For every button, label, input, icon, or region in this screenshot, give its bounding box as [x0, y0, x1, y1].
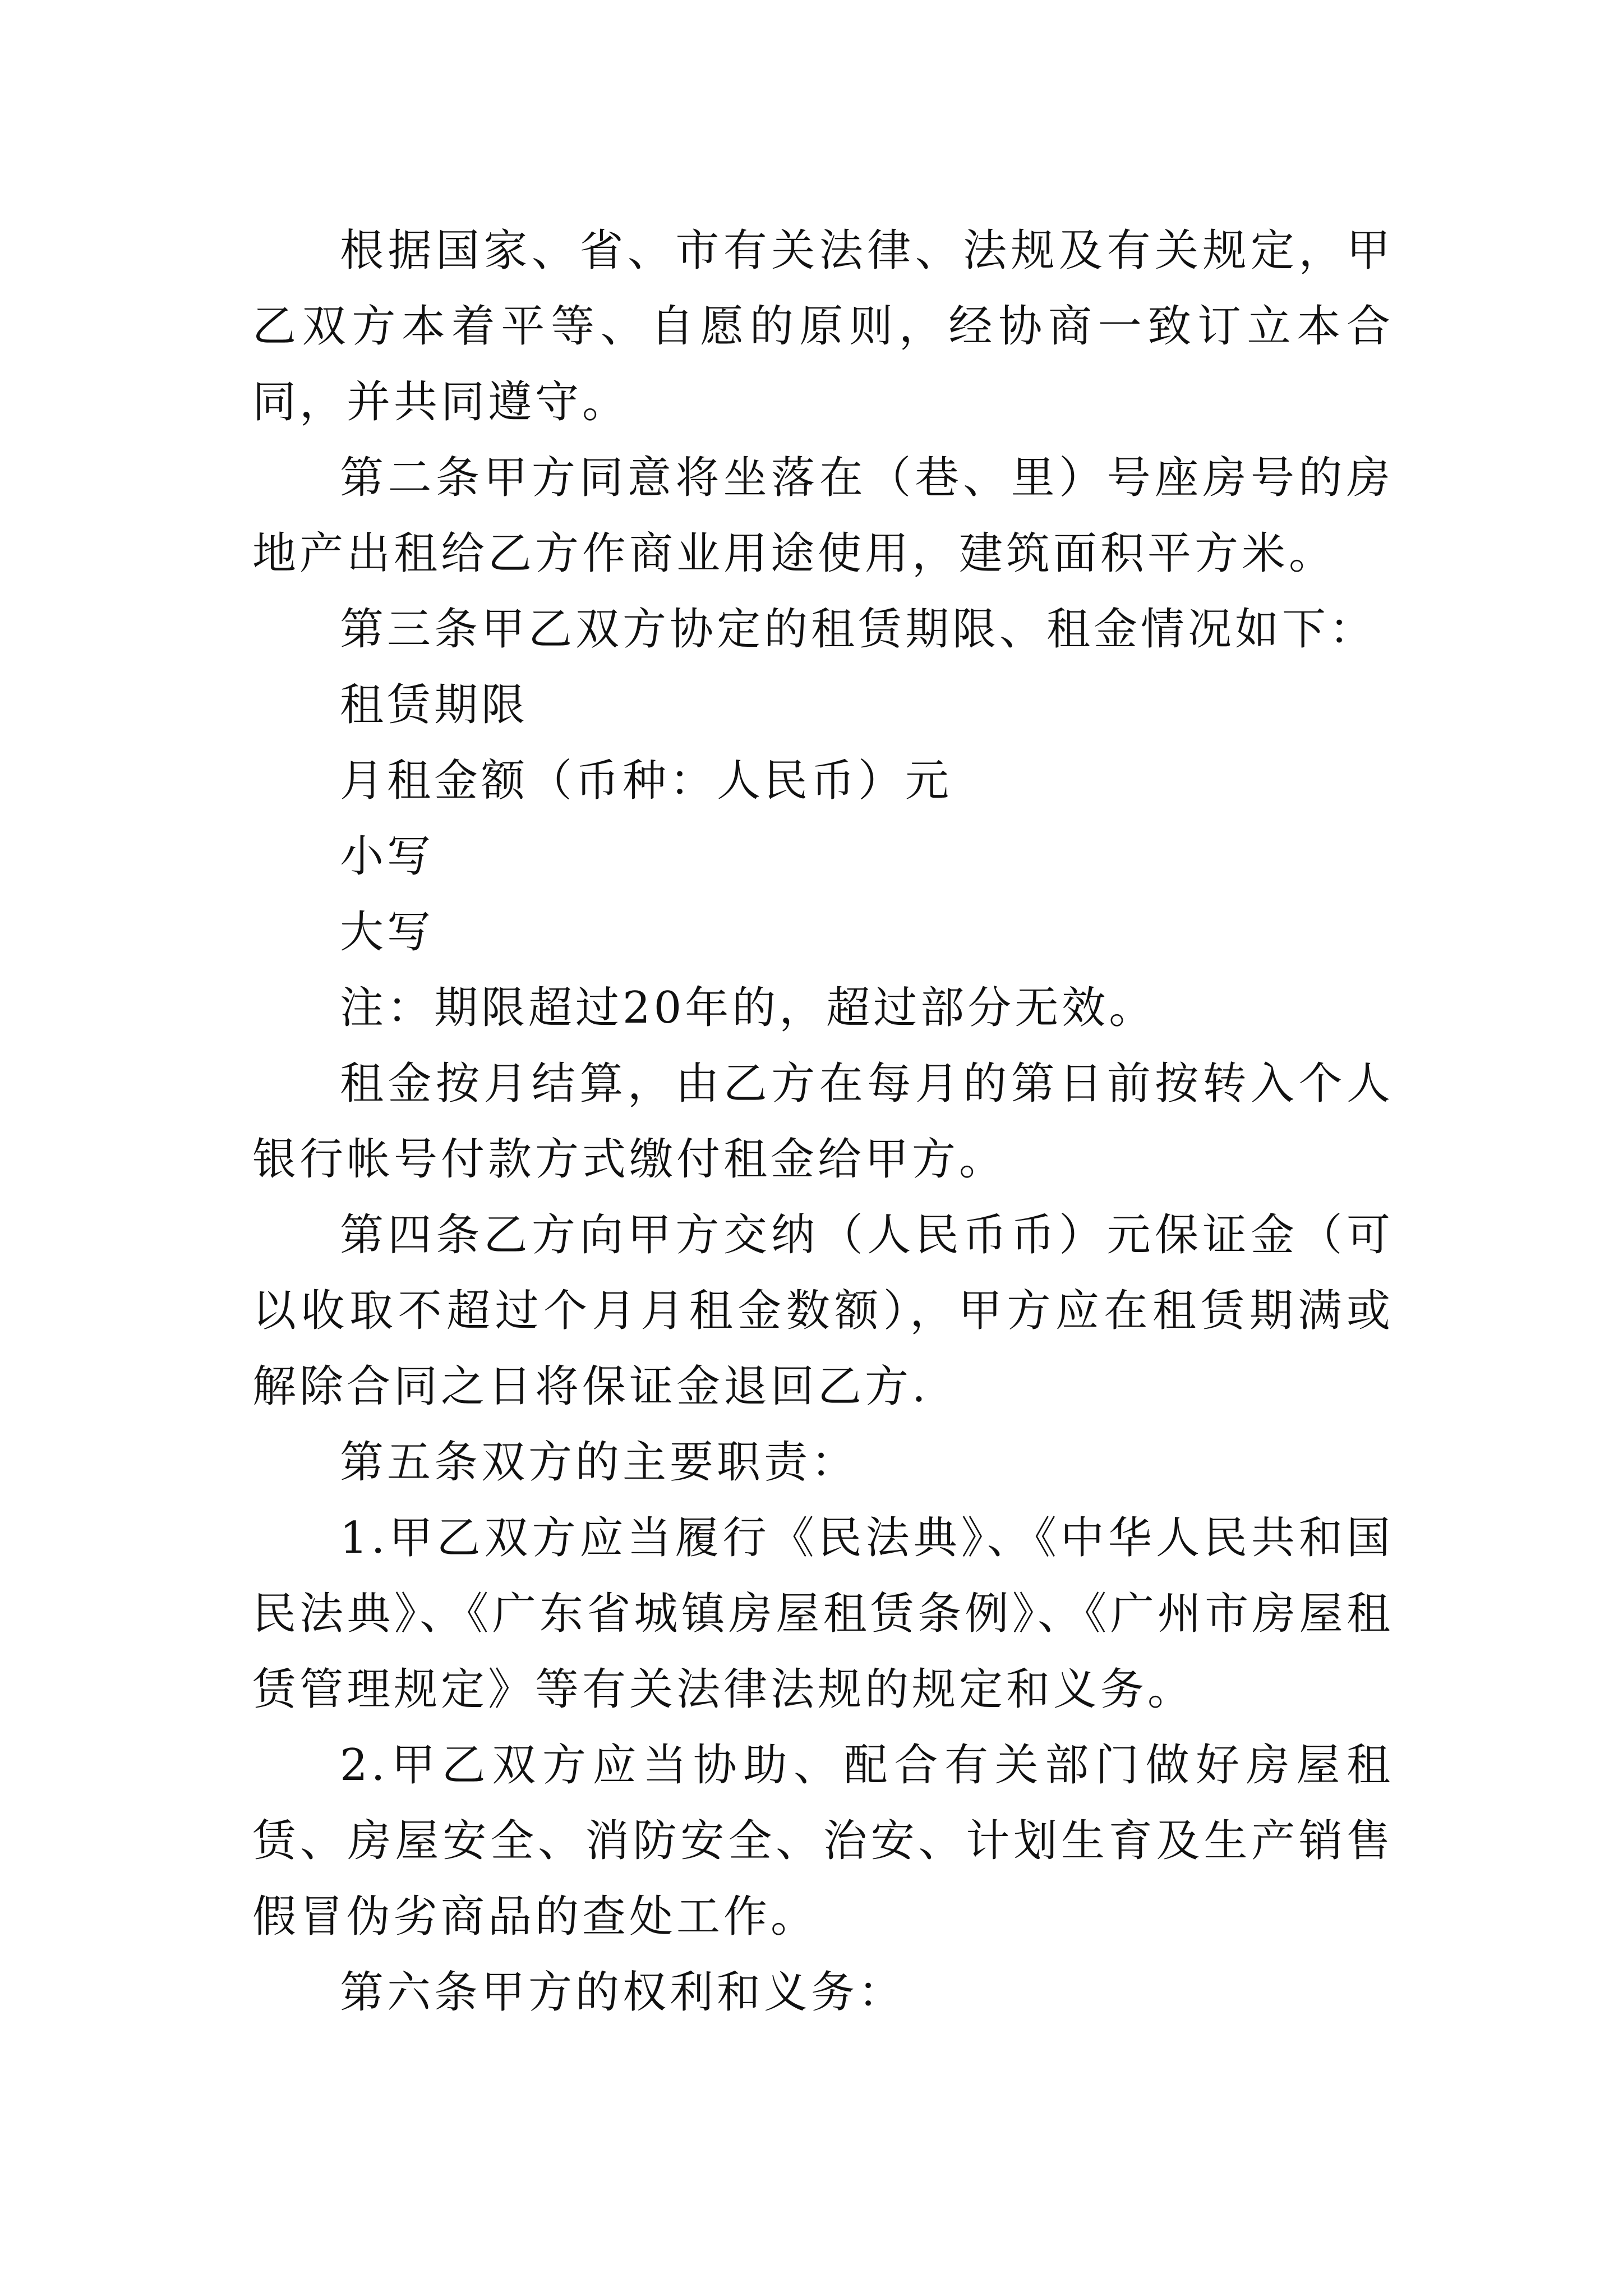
monthly-rent-line: 月租金额（币种：人民币）元: [340, 756, 953, 806]
term-note-line: 注：期限超过20年的，超过部分无效。: [340, 983, 1156, 1033]
article-2-paragraph: 第二条甲方同意将坐落在（巷、里）号座房号的房地产出租给乙方作商业用途使用，建筑面积平方米。: [252, 453, 1394, 579]
article-4-paragraph: 第四条乙方向甲方交纳（人民币币）元保证金（可以收取不超过个月月租金数额），甲方应在租赁期满或解除合同之日将保证金退回乙方.: [252, 1210, 1394, 1412]
amount-lowercase-line: 小写: [340, 831, 435, 882]
article-6-heading: 第六条甲方的权利和义务：: [340, 1967, 906, 2018]
lease-term-line: 租赁期限: [340, 680, 529, 730]
article-5-item-1: 1.甲乙双方应当履行《民法典》、《中华人民共和国民法典》、《广东省城镇房屋租赁条例》、《广州市房屋租赁管理规定》等有关法律法规的规定和义务。: [252, 1513, 1394, 1715]
article-5-heading: 第五条双方的主要职责：: [340, 1437, 859, 1488]
intro-paragraph: 根据国家、省、市有关法律、法规及有关规定，甲乙双方本着平等、自愿的原则，经协商一致订立本合同，并共同遵守。: [252, 226, 1394, 427]
article-3-paragraph: 第三条甲乙双方协定的租赁期限、租金情况如下：: [340, 604, 1377, 655]
document-page: [252, 213, 1394, 2031]
rent-payment-paragraph: 租金按月结算，由乙方在每月的第日前按转入个人银行帐号付款方式缴付租金给甲方。: [252, 1059, 1394, 1185]
amount-uppercase-line: 大写: [340, 907, 435, 958]
article-5-item-2: 2.甲乙双方应当协助、配合有关部门做好房屋租赁、房屋安全、消防安全、治安、计划生育及生产销售假冒伪劣商品的查处工作。: [252, 1740, 1394, 1942]
